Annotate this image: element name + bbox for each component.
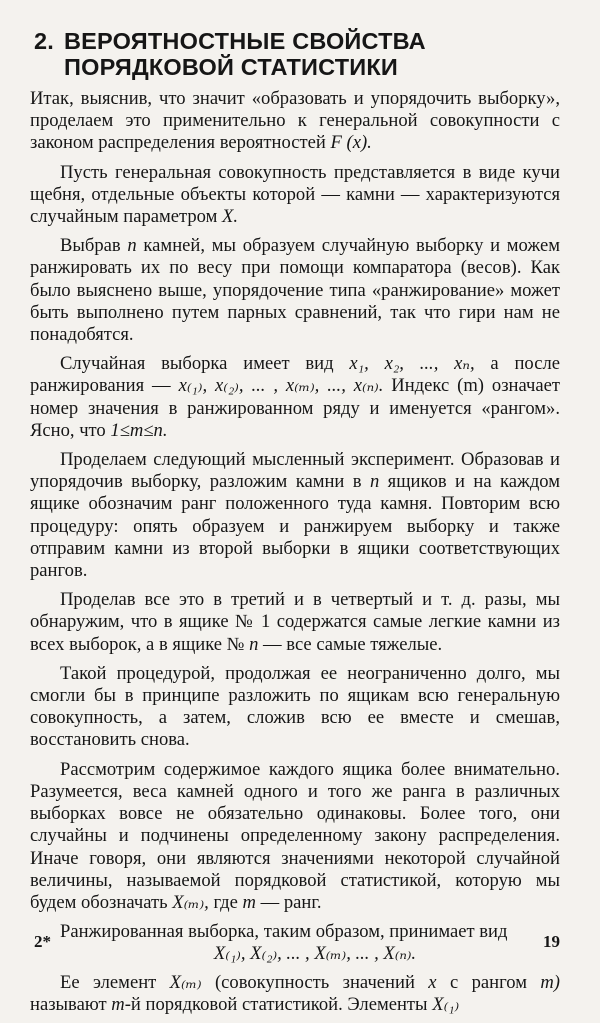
paragraph-1: Итак, выяснив, что значит «образовать и упорядочить выборку», проделаем это применительно к генеральной совокупности с законом распределения вероятностей F (x). <box>30 88 560 154</box>
paragraph-7: Такой процедурой, продолжая ее неограниченно долго, мы смогли бы в принципе разложить по ящикам всю генеральную совокупность, а затем, сложив всю ее вместе и смешав, восстановить снова. <box>30 662 560 751</box>
signature-mark: 2* <box>34 932 51 951</box>
ranked-sample-formula: X₍₁₎, X₍₂₎, ... , X₍ₘ₎, ... , X₍ₙ₎. <box>213 943 417 965</box>
paragraph-5: Проделаем следующий мысленный эксперимент. Образовав и упорядочив выборку, разложим камни в n ящиков и на каждом ящике обозначим ранг положенного туда камня. Повторим всю процедуру: опять образуем и ранжируем выборку и также отправим камни из второй выборки в ящики соответствующих рангов. <box>30 449 561 582</box>
heading-line-1 <box>34 28 426 54</box>
paragraph-8: Рассмотрим содержимое каждого ящика более внимательно. Разумеется, веса камней одного и того же ранга в различных выборках вовсе не обязательно одинаковы. Более того, они случайны и подчинены определенному закону распределения. Иначе говоря, они являются значениями некоторой случайной величины, называемой порядковой статистикой, которую мы будем обозначать X₍ₘ₎, где m — ранг. <box>30 758 560 913</box>
ranked-sequence: x₍₁₎, x₍₂₎, ... , x₍ₘ₎, ..., x₍ₙ₎. <box>178 375 384 397</box>
rank-inequality: 1≤m≤n. <box>110 419 168 441</box>
paragraph-3: Выбрав n камней, мы образуем случайную выборку и можем ранжировать их по весу при помощи компаратора (весов). Как было выяснено выше, упорядочение типа «ранжирование» может быть выполнено путем парных сравнений, так что гири нам не понадобятся. <box>30 235 560 346</box>
body-text <box>30 88 560 1023</box>
paragraph-10: Ее элемент X₍ₘ₎ (совокупность значений x с рангом m) называют m-й порядковой статистикой. Элементы X₍₁₎ <box>30 971 560 1015</box>
order-statistic-symbol: X₍ₘ₎, <box>172 891 209 913</box>
heading-title-line-2: ПОРЯДКОВОЙ СТАТИСТИКИ <box>64 54 398 80</box>
distribution-function: F (x). <box>330 132 372 154</box>
paragraph-2: Пусть генеральная совокупность представляется в виде кучи щебня, отдельные объекты которой — камни — характеризуются случайным параметром X. <box>30 161 560 228</box>
paragraph-4: Случайная выборка имеет вид x₁, x₂, ..., xₙ, а после ранжирования — x₍₁₎, x₍₂₎, ... , x₍ₘ₎, ..., x₍ₙ₎. Индекс (m) означает номер значения в ранжированном ряду и именуется «рангом». Ясно, что 1≤m≤n. <box>30 353 560 441</box>
paragraph-6: Проделав все это в третий и в четвертый и т. д. разы, мы обнаружим, что в ящике № 1 содержатся самые легкие камни из всех выборок, а в ящике № n — все самые тяжелые. <box>30 589 560 655</box>
page-footer <box>34 932 560 952</box>
paragraph-9: Ранжированная выборка, таким образом, принимает вид <box>60 921 508 943</box>
sample-sequence: x₁, x₂, ..., xₙ, <box>349 353 475 375</box>
page-number: 19 <box>543 932 560 951</box>
heading-title-line-1: ВЕРОЯТНОСТНЫЕ СВОЙСТВА <box>64 28 426 54</box>
section-heading <box>34 28 426 80</box>
section-number: 2. <box>34 28 54 54</box>
